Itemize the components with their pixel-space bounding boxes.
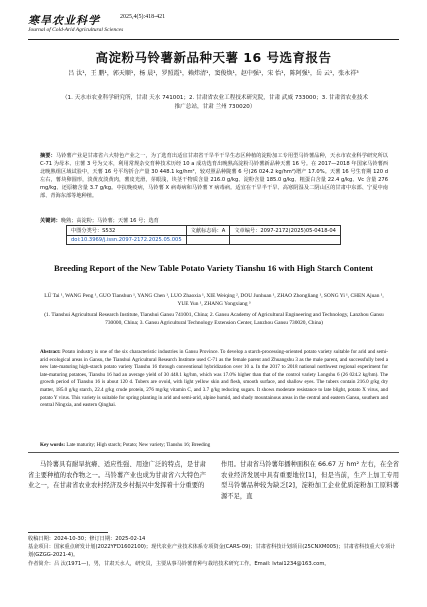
- doc-code-label: 文献标志码：: [190, 228, 222, 234]
- journal-title-en: Journal of Cold-Arid Agricultural Sciences: [28, 27, 124, 33]
- article-id-value: 2097-2172(2025)05-0418-04: [260, 228, 336, 234]
- abstract-en-text: Potato industry is one of the six characteristic industries in Gansu Province. To develop a starch-processing-oriented potato variety suitable for arid and semi-arid ecological areas in Gansu, the Tianshui Agricultural Research Institute used C-71 as the female parent and Zhuangshu 3 as the male parent, and successfully bred a new late-maturing high-starch potato variety Tianshu 16 through conventional hybridization over 10 a. In the 2017 to 2018 national northwest regional experiment for late-maturing potatoes, Tianshu 16 had an average yield of 30 448.1 kg/hm, which was 17.0% higher than that of the control variety Longshu 6 (26 024.2 kg/hm). The growth period of Tianshu 16 is about 120 d. Tubers are ovoid, with light yellow skin and flesh, smooth surface, and shallow eyes. The tubers contain 216.0 g/kg dry matter, 185.0 g/kg starch, 22.4 g/kg crude protein, 276 mg/kg vitamin C, and 3.7 g/kg reducing sugars. It shows moderate resistance to late blight, potato X virus, and potato Y virus. This variety is suitable for spring planting in arid and semi-arid, alpine humid, and shady mountainous areas in the central and eastern Gansu, southern and central Ningxia, and eastern Qinghai.: [40, 349, 389, 409]
- abstract-cn-label: 摘要：: [40, 153, 56, 159]
- clc-label: 中图分类号：: [71, 228, 103, 234]
- footnote-received: 收稿日期：2024-10-30；修订日期：2025-02-14: [28, 536, 146, 542]
- clc-cell: [67, 226, 187, 236]
- footnote-author: 作者简介：吕 汰(1971—)，男，甘肃天水人，研究员，主要从事马铃薯育种与栽培技术研究工作。Email: lvtai1234@163.com。: [28, 560, 330, 567]
- footnotes: [28, 535, 399, 568]
- journal-title-cn: 寒旱农业科学: [28, 14, 100, 27]
- keywords-cn: [40, 217, 388, 224]
- footnote-divider: [28, 532, 108, 533]
- doc-code-value: A: [221, 228, 226, 234]
- abstract-cn: [40, 152, 388, 200]
- empty-cell: [230, 236, 341, 245]
- footnote-fund: 基金项目：国家重点研发计划(2022YFD1602100)；现代农业产业技术体系专项资金(CARS-09)；甘肃省科技计划项目(25CNXM005)；甘肃省科技重大专项计划(GZGG-2021-4)。: [28, 544, 396, 559]
- doc-code-cell: [186, 226, 230, 236]
- body-column-left: [28, 460, 206, 492]
- journal-issue: 2025,4(5):418-421: [120, 14, 166, 20]
- keywords-en: [40, 442, 388, 448]
- keywords-en-text: Late maturity; High starch; Potato; New variety; Tianshu 16; Breeding: [66, 442, 211, 448]
- body-column-right: [221, 460, 399, 502]
- abstract-cn-text: 马铃薯产业是甘肃省六大特色产业之一，为了选育出适宜甘肃省干旱半干旱生态区种植的淀粉加工专用型马铃薯品种，天水市农业科学研究所以 C-71 为母本、庄薯 3 号为父本，利用常规杂交育种技术历经 10 a 成功选育出晚熟高淀粉马铃薯新品种天薯 16 号。在 2017—2018 年国家马铃薯西北晚熟组区域试验中，天薯 16 号平均折合产量 30 448.1 kg/hm²，较对照品种陇薯 6 号(26 024.2 kg/hm²)增产 17.0%。天薯 16 号生育期 120 d 左右，薯块卵圆形，淡黄皮淡黄肉，薯皮光滑，芽眼浅，块茎干物质含量 216.0 g/kg、淀粉含量 185.0 g/kg、粗蛋白含量 22.4 g/kg、Vc 含量 276 mg/kg、还原糖含量 3.7 g/kg。中抗晚疫病，马铃薯 X 病毒病和马铃薯 Y 病毒病。适宜在干旱半干旱、高寒阴湿及二阴山区的甘肃中东部、宁夏中南部、青海东部等地种植。: [40, 153, 388, 199]
- header-divider: [28, 39, 399, 40]
- journal-header: [28, 10, 399, 38]
- authors-en: LÜ Tai ¹, WANG Peng ¹, GUO Tianshun ¹, YANG Chen ¹, LUO Zhaoxia ¹, XIE Weiqing ², DOU Junhuan ¹, ZHAO Zhongliang ¹, SONG Yi ¹, CHEN Ajuan ¹, YUE Yun ¹, ZHANG Yongxiang ³: [44, 293, 384, 307]
- abstract-en: [40, 349, 388, 410]
- empty-cell: [186, 236, 230, 245]
- keywords-cn-label: 关键词：: [40, 218, 61, 224]
- article-id-cell: [230, 226, 341, 236]
- body-paragraph: 作用。甘肃省马铃薯年播种面积在 66.67 万 hm² 左右，在全省农业经济发展中具有重要地位[1]，但是当前，生产上加工专用型马铃薯品种较为缺乏[2]，淀粉加工企业优质淀粉加工原料薯源不足，直: [221, 461, 399, 500]
- keywords-en-label: Key words:: [40, 442, 66, 448]
- authors-cn: 吕 汰¹，王 鹏¹，郭天顺¹，杨 晨¹，罗照霞¹，赖炜清¹，窦俊焕¹，赵中强¹，宋 怡¹，陈阿强¹，岳 云¹，张永祥³: [68, 70, 359, 77]
- affiliations-cn: （1. 天水市农业科学研究所，甘肃 天水 741001；2. 甘肃省农业工程技术研究院，甘肃 武威 733000；3. 甘肃省农业技术推广总站，甘肃 兰州 730020）: [61, 95, 369, 110]
- section-divider: [28, 452, 399, 453]
- article-id-label: 文章编号：: [234, 228, 261, 234]
- article-title-cn: 高淀粉马铃薯新品种天薯 16 号选育报告: [95, 50, 332, 65]
- doi-link[interactable]: doi:10.3969/j.issn.2097-2172.2025.05.005: [67, 236, 187, 245]
- clc-value: S532: [102, 228, 116, 234]
- article-meta-table: [66, 225, 341, 245]
- article-title-en: Breeding Report of the New Table Potato Variety Tianshu 16 with High Starch Content: [53, 263, 374, 273]
- abstract-en-label: Abstract:: [40, 349, 61, 355]
- body-paragraph: 马铃薯具有耐旱抗瘠、适应性强、用途广泛的特点，是甘肃省主要种植的农作物之一。马铃薯产业也成为甘肃省六大特色产业之一，在甘肃省农业农村经济及乡村振兴中发挥着十分重要的: [28, 461, 206, 489]
- affiliations-en: (1. Tianshui Agricultural Research Institute, Tianshui Gansu 741001, China; 2. Gansu Academy of Agricultural Engineering and Technology, Lanzhou Gansu 730000, China; 3. Gansu Agricultural Technology Extension Center, Lanzhou Gansu 730020, China): [44, 312, 384, 326]
- keywords-cn-text: 晚熟；高淀粉；马铃薯；天薯 16 号；选育: [60, 218, 159, 224]
